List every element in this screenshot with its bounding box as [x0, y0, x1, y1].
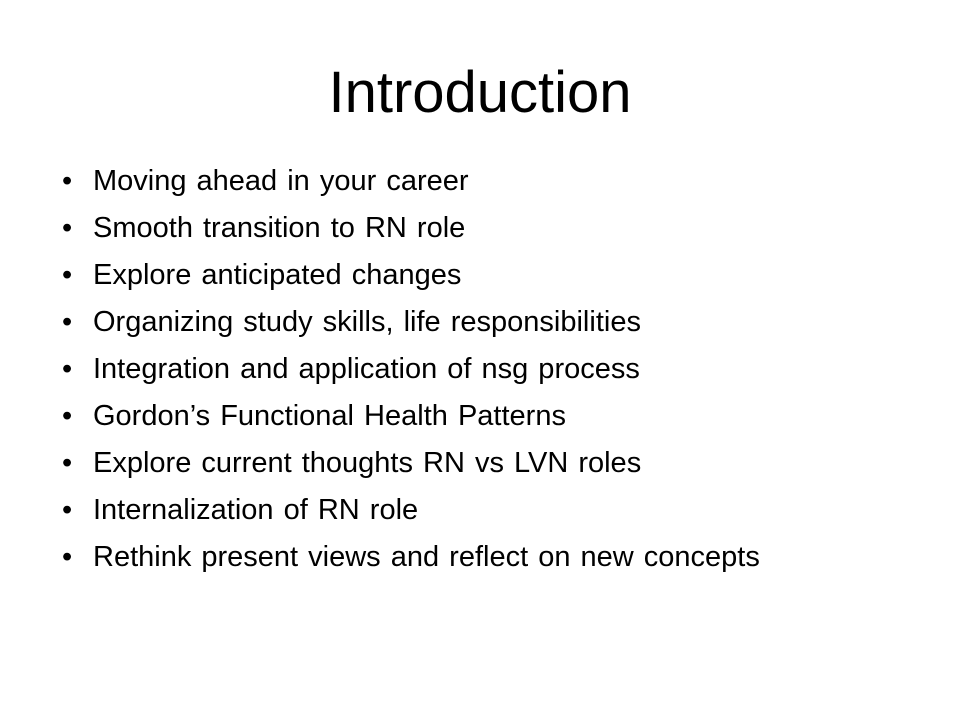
bullet-text: Internalization of RN role — [93, 494, 419, 526]
bullet-icon: • — [62, 165, 73, 197]
bullet-text: Organizing study skills, life responsibilities — [93, 306, 641, 338]
bullet-icon: • — [62, 212, 73, 244]
bullet-icon: • — [62, 400, 73, 432]
list-item — [62, 543, 922, 571]
bullet-list — [62, 167, 922, 590]
bullet-text: Explore current thoughts RN vs LVN roles — [93, 447, 642, 479]
bullet-text: Integration and application of nsg process — [93, 353, 640, 385]
list-item — [62, 261, 922, 289]
bullet-text: Gordon’s Functional Health Patterns — [93, 400, 566, 432]
list-item — [62, 355, 922, 383]
bullet-icon: • — [62, 259, 73, 291]
bullet-icon: • — [62, 306, 73, 338]
bullet-text: Explore anticipated changes — [93, 259, 462, 291]
list-item — [62, 308, 922, 336]
list-item — [62, 214, 922, 242]
bullet-text: Smooth transition to RN role — [93, 212, 466, 244]
list-item — [62, 449, 922, 477]
bullet-icon: • — [62, 353, 73, 385]
bullet-icon: • — [62, 447, 73, 479]
bullet-icon: • — [62, 541, 73, 573]
bullet-text: Moving ahead in your career — [93, 165, 469, 197]
list-item — [62, 167, 922, 195]
list-item — [62, 496, 922, 524]
list-item — [62, 402, 922, 430]
slide-title: Introduction — [328, 60, 632, 125]
bullet-icon: • — [62, 494, 73, 526]
bullet-text: Rethink present views and reflect on new concepts — [93, 541, 760, 573]
